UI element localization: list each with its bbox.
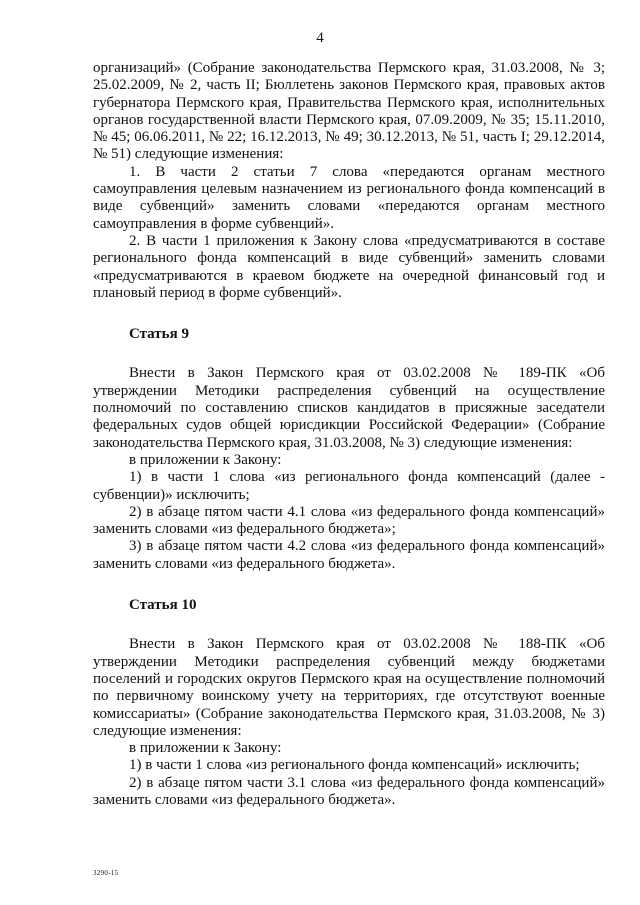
intro-paragraph: организаций» (Собрание законодательства Пермского края, 31.03.2008, № 3; 25.02.2009, № 2, часть II; Бюллетень законов Пермского края, правовых актов губернатора Пермского края, Правительства Пермского края, исполнительных органов государственной власти Пермского края, 07.09.2009, № 35; 15.11.2010, № 45; 06.06.2011, № 22; 16.12.2013, № 49; 30.12.2013, № 51, часть I; 29.12.2014, № 51) следующие изменения: <box>93 60 605 163</box>
article-paragraph: в приложении к Закону: <box>129 740 282 757</box>
article-paragraph: 2) в абзаце пятом части 4.1 слова «из федерального фонда компенсаций» заменить словами «из федерального бюджета»; <box>93 503 605 538</box>
amendment-item: 2. В части 1 приложения к Закону слова «предусматриваются в составе регионального фонда компенсаций в виде субвенций» заменить словами «предусматриваются в краевом бюджете на очередной финансовый год и плановый период в форме субвенций». <box>93 232 605 301</box>
article-paragraph: Внести в Закон Пермского края от 03.02.2008 № 189-ПК «Об утверждении Методики распределения субвенций на осуществление полномочий по составлению списков кандидатов в присяжные заседатели федеральных судов общей юрисдикции Российской Федерации» (Собрание законодательства Пермского края, 31.03.2008, № 3) следующие изменения: <box>93 365 605 451</box>
page-number: 4 <box>316 30 324 46</box>
article-paragraph: 1) в части 1 слова «из регионального фонда компенсаций (далее - субвенции)» исключить; <box>93 469 605 503</box>
amendment-item: 1. В части 2 статьи 7 слова «передаются органам местного самоуправления целевым назначением из регионального фонда компенсаций в виде субвенций» заменить словами «передаются органам местного самоуправления в форме субвенций». <box>93 163 605 232</box>
article-heading: Статья 9 <box>129 326 189 343</box>
document-code: 3290-15 <box>93 869 119 877</box>
article-heading: Статья 10 <box>129 597 197 614</box>
article-paragraph: 1) в части 1 слова «из регионального фонда компенсаций» исключить; <box>129 757 580 774</box>
article-paragraph: 3) в абзаце пятом части 4.2 слова «из федерального фонда компенсаций» заменить словами «из федерального бюджета». <box>93 538 605 572</box>
article-paragraph: Внести в Закон Пермского края от 03.02.2008 № 188-ПК «Об утверждении Методики распределения субвенций между бюджетами поселений и городских округов Пермского края на осуществление полномочий по первичному воинскому учету на территориях, где отсутствуют военные комиссариаты» (Собрание законодательства Пермского края, 31.03.2008, № 3) следующие изменения: <box>93 636 605 739</box>
article-paragraph: в приложении к Закону: <box>129 451 282 468</box>
document-body <box>93 60 605 809</box>
article-paragraph: 2) в абзаце пятом части 3.1 слова «из федерального фонда компенсаций» заменить словами «из федерального бюджета». <box>93 774 605 808</box>
